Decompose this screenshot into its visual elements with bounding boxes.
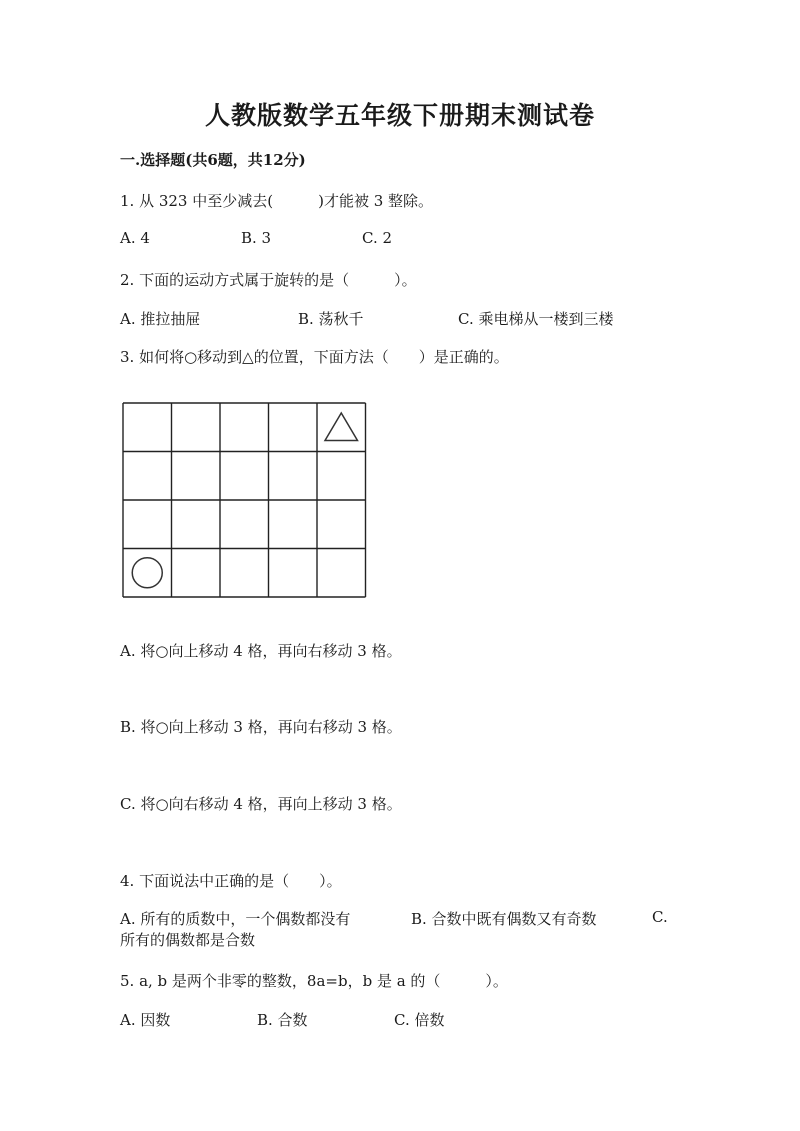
- question-4-option-a: A. 所有的质数中，一个偶数都没有: [120, 910, 351, 928]
- section-heading: 一.选择题(共6题，共12分): [120, 151, 306, 169]
- question-5-option-b: B. 合数: [257, 1011, 308, 1029]
- question-3-option-c: C. 将○向右移动 4 格，再向上移动 3 格。: [120, 795, 402, 813]
- question-5-option-c: C. 倍数: [394, 1011, 445, 1029]
- question-1-option-a: A. 4: [120, 229, 150, 247]
- question-1-option-c: C. 2: [362, 229, 393, 247]
- question-2-option-b: B. 荡秋千: [298, 310, 364, 328]
- question-3-text: 3. 如何将○移动到△的位置，下面方法（ ）是正确的。: [120, 348, 509, 366]
- question-1-option-b: B. 3: [241, 229, 272, 247]
- movement-grid-figure: [122, 402, 368, 598]
- question-5-text: 5. a, b 是两个非零的整数，8a=b，b 是 a 的（ ）。: [120, 972, 508, 990]
- question-1-text: 1. 从 323 中至少减去( )才能被 3 整除。: [120, 192, 434, 210]
- question-3-option-a: A. 将○向上移动 4 格，再向右移动 3 格。: [120, 642, 402, 660]
- page-title: 人教版数学五年级下册期末测试卷: [204, 101, 595, 130]
- circle-shape: [132, 558, 162, 588]
- question-4-text: 4. 下面说法中正确的是（ ）。: [120, 872, 342, 890]
- question-2-option-a: A. 推拉抽屉: [120, 310, 201, 328]
- triangle-shape: [325, 413, 358, 441]
- question-2-text: 2. 下面的运动方式属于旋转的是（ ）。: [120, 271, 417, 289]
- question-4-option-c-text: 所有的偶数都是合数: [120, 931, 256, 949]
- question-2-option-c: C. 乘电梯从一楼到三楼: [458, 310, 614, 328]
- question-5-option-a: A. 因数: [120, 1011, 171, 1029]
- question-4-option-c-label: C.: [652, 908, 668, 926]
- question-4-option-b: B. 合数中既有偶数又有奇数: [411, 910, 597, 928]
- question-3-option-b: B. 将○向上移动 3 格，再向右移动 3 格。: [120, 718, 402, 736]
- grid-svg: [122, 402, 368, 598]
